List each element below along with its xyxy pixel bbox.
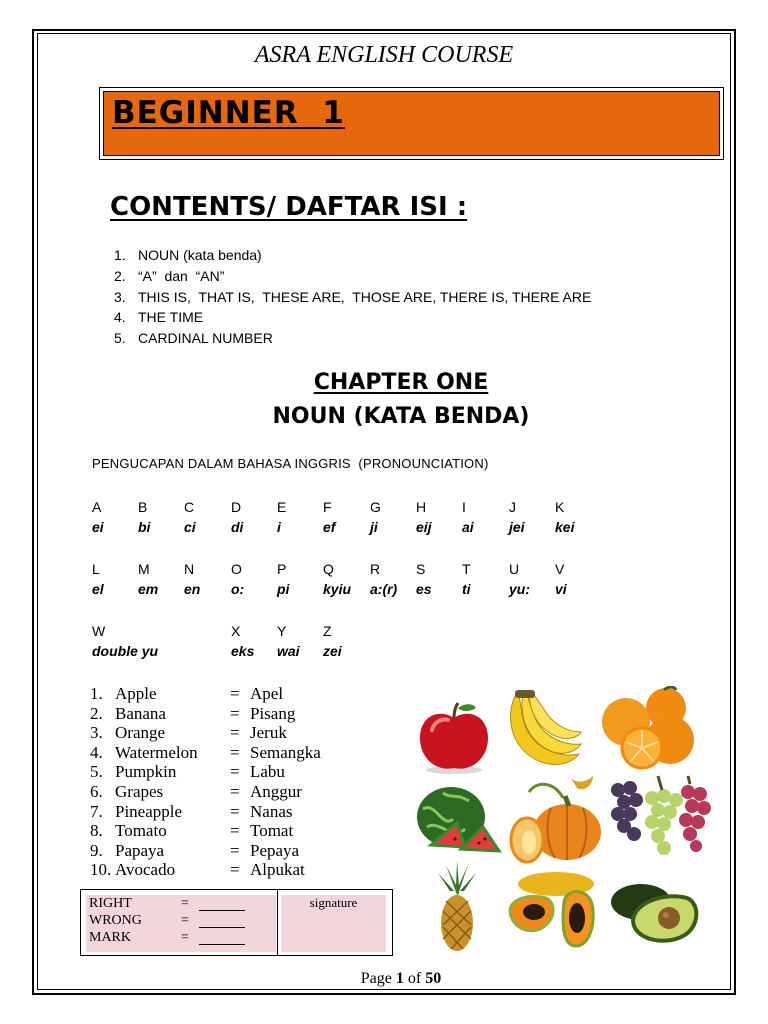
alphabet-letter: W (92, 623, 106, 639)
alphabet-letter: Z (323, 623, 332, 639)
alphabet-cell (231, 559, 244, 599)
vocab-english: Pumpkin (115, 762, 177, 782)
orange-icon (598, 686, 698, 770)
alphabet-cell (416, 559, 432, 599)
vocab-english: Orange (115, 723, 166, 743)
vocab-row (90, 841, 330, 861)
vocab-number: 5. (90, 762, 103, 782)
alphabet-letter: C (184, 499, 195, 515)
toc-text: THIS IS, THAT IS, THESE ARE, THOSE ARE, THERE IS, THERE ARE (138, 288, 592, 305)
alphabet-cell (323, 497, 335, 537)
alphabet-letter: R (370, 561, 381, 577)
vocab-row (90, 782, 330, 802)
alphabet-cell (462, 497, 474, 537)
vocab-equals: = (230, 742, 240, 762)
alphabet-pronunciation: ai (462, 519, 474, 535)
apple-icon (414, 700, 494, 775)
alphabet-letter: T (462, 561, 471, 577)
toc-number: 5. (114, 330, 126, 347)
vocab-equals: = (230, 840, 240, 860)
alphabet-letter: A (92, 499, 102, 515)
vocab-equals: = (230, 703, 240, 723)
vocab-number: 4. (90, 742, 103, 762)
grapes-icon (604, 774, 716, 864)
level-banner (103, 91, 720, 156)
banana-icon (501, 688, 585, 770)
vocab-indonesian: Alpukat (250, 860, 305, 880)
vocab-number: 1. (90, 684, 103, 703)
chapter-label: CHAPTER ONE (313, 370, 489, 395)
level-title: BEGINNER 1 (112, 95, 345, 131)
vocab-equals: = (230, 801, 240, 821)
alphabet-cell (370, 559, 397, 599)
alphabet-pronunciation: a:(r) (370, 581, 398, 597)
vocab-indonesian: Tomat (250, 821, 294, 841)
alphabet-cell (509, 559, 530, 599)
vocab-english: Avocado (115, 860, 176, 880)
vocab-number: 9. (90, 840, 103, 860)
toc-item (114, 307, 591, 328)
vocab-english: Apple (115, 684, 157, 703)
toc-item (114, 245, 591, 266)
alphabet-pronunciation: em (138, 581, 159, 597)
page-current: 1 (395, 970, 404, 987)
alphabet-cell (555, 497, 574, 537)
page-of: of (407, 970, 422, 987)
toc-item (114, 266, 591, 287)
pumpkin-icon (507, 774, 605, 866)
alphabet-pronunciation: eij (416, 519, 432, 535)
toc-number: 2. (114, 267, 126, 284)
toc-number: 3. (114, 288, 126, 305)
toc-text: NOUN (kata benda) (138, 247, 262, 263)
toc-number: 4. (114, 309, 126, 326)
signature-label: signature (309, 895, 358, 910)
alphabet-letter: B (138, 499, 148, 515)
score-mark-row (89, 930, 249, 946)
alphabet-pronunciation: es (416, 581, 432, 597)
score-right-label: RIGHT (89, 896, 132, 911)
score-wrong-label: WRONG (89, 913, 142, 928)
alphabet-cell (509, 497, 525, 537)
alphabet-cell (231, 621, 254, 661)
vocab-indonesian: Anggur (250, 782, 302, 801)
alphabet-pronunciation: ji (370, 519, 378, 535)
score-mark-label: MARK (89, 930, 132, 945)
vocab-indonesian: Pepaya (250, 840, 300, 860)
toc-text: THE TIME (138, 309, 204, 326)
vocab-equals: = (230, 821, 240, 841)
vocab-number: 8. (90, 821, 103, 841)
alphabet-pronunciation: i (277, 519, 281, 535)
score-wrong-row (89, 913, 249, 929)
pronunciation-heading: PENGUCAPAN DALAM BAHASA INGGRIS (PRONOUNCIATION) (92, 456, 489, 471)
alphabet-letter: Q (323, 561, 334, 577)
score-right-blank[interactable] (199, 910, 245, 911)
alphabet-pronunciation: eks (231, 643, 255, 659)
alphabet-letter: K (555, 499, 565, 515)
table-of-contents (114, 245, 591, 349)
alphabet-pronunciation: vi (555, 581, 567, 597)
alphabet-cell (277, 497, 286, 537)
vocab-number: 10. (90, 860, 112, 880)
vocab-row (90, 762, 330, 782)
vocab-english: Grapes (115, 782, 164, 801)
vocab-indonesian: Apel (250, 684, 284, 703)
alphabet-cell (462, 559, 471, 599)
vocab-row (90, 821, 330, 841)
alphabet-pronunciation: ef (323, 519, 336, 535)
pineapple-icon (436, 861, 478, 953)
score-right-row (89, 896, 249, 912)
vocab-row (90, 723, 330, 743)
vocab-row (90, 743, 330, 763)
vocab-equals: = (230, 782, 240, 801)
alphabet-pronunciation: double yu (92, 643, 159, 659)
page-footer (0, 970, 768, 988)
vocab-indonesian: Labu (250, 762, 285, 782)
toc-item (114, 287, 591, 308)
alphabet-pronunciation: kei (555, 519, 575, 535)
alphabet-pronunciation: o: (231, 581, 245, 597)
alphabet-cell (92, 621, 158, 661)
alphabet-pronunciation: jei (509, 519, 525, 535)
vocab-row (90, 684, 330, 704)
vocab-equals: = (230, 762, 240, 782)
alphabet-pronunciation: ci (184, 519, 196, 535)
vocab-english: Tomato (115, 821, 167, 841)
alphabet-cell (184, 559, 200, 599)
alphabet-pronunciation: bi (138, 519, 151, 535)
alphabet-pronunciation: ti (462, 581, 471, 597)
score-equals: = (181, 896, 189, 911)
vocab-english: Papaya (115, 840, 165, 860)
contents-heading: CONTENTS/ DAFTAR ISI : (110, 192, 468, 222)
vocab-row (90, 704, 330, 724)
vocab-english: Watermelon (115, 742, 198, 762)
alphabet-pronunciation: zei (323, 643, 342, 659)
alphabet-pronunciation: el (92, 581, 104, 597)
alphabet-cell (138, 559, 158, 599)
toc-text: CARDINAL NUMBER (138, 330, 273, 347)
alphabet-letter: G (370, 499, 381, 515)
page-total: 50 (425, 970, 442, 987)
vocab-number: 7. (90, 801, 103, 821)
score-mark-blank[interactable] (199, 944, 245, 945)
vocab-english: Pineapple (115, 801, 183, 821)
alphabet-letter: D (231, 499, 242, 515)
vocab-indonesian: Semangka (250, 742, 321, 762)
score-divider (277, 890, 278, 955)
alphabet-pronunciation: di (231, 519, 244, 535)
alphabet-letter: X (231, 623, 241, 639)
alphabet-letter: H (416, 499, 427, 515)
alphabet-pronunciation: wai (277, 643, 300, 659)
score-equals: = (181, 930, 189, 945)
page-label: Page (360, 970, 392, 987)
alphabet-cell (323, 621, 342, 661)
vocab-equals: = (230, 723, 240, 743)
alphabet-pronunciation: ei (92, 519, 104, 535)
alphabet-letter: V (555, 561, 565, 577)
score-equals: = (181, 913, 189, 928)
toc-number: 1. (114, 247, 126, 263)
alphabet-pronunciation: yu: (509, 581, 530, 597)
score-wrong-blank[interactable] (199, 927, 245, 928)
toc-item (114, 328, 591, 349)
vocab-equals: = (230, 860, 240, 880)
vocab-number: 6. (90, 782, 103, 801)
vocab-row (90, 860, 330, 880)
alphabet-letter: E (277, 499, 287, 515)
vocab-number: 3. (90, 723, 103, 743)
alphabet-cell (92, 559, 104, 599)
vocab-equals: = (230, 684, 240, 703)
vocab-number: 2. (90, 703, 103, 723)
vocab-indonesian: Jeruk (250, 723, 287, 743)
alphabet-cell (370, 497, 381, 537)
avocado-icon (609, 880, 701, 946)
alphabet-letter: N (184, 561, 195, 577)
alphabet-cell (92, 497, 104, 537)
toc-text: “A” dan “AN” (138, 267, 225, 284)
chapter-title: NOUN (KATA BENDA) (272, 404, 530, 429)
vocab-row (90, 802, 330, 822)
watermelon-icon (413, 783, 505, 863)
course-title: ASRA ENGLISH COURSE (254, 42, 514, 68)
alphabet-letter: Y (277, 623, 287, 639)
papaya-icon (506, 866, 602, 952)
alphabet-cell (184, 497, 196, 537)
alphabet-letter: S (416, 561, 426, 577)
vocab-indonesian: Nanas (250, 801, 293, 821)
alphabet-cell (555, 559, 567, 599)
score-box (80, 889, 393, 956)
alphabet-letter: M (138, 561, 150, 577)
alphabet-letter: F (323, 499, 332, 515)
alphabet-cell (231, 497, 243, 537)
alphabet-pronunciation: en (184, 581, 201, 597)
alphabet-letter: P (277, 561, 287, 577)
alphabet-letter: J (509, 499, 516, 515)
alphabet-cell (138, 497, 150, 537)
alphabet-pronunciation: pi (277, 581, 290, 597)
alphabet-cell (277, 621, 300, 661)
alphabet-letter: I (462, 499, 466, 515)
alphabet-letter: O (231, 561, 242, 577)
vocab-indonesian: Pisang (250, 703, 296, 723)
alphabet-cell (277, 559, 289, 599)
alphabet-letter: U (509, 561, 520, 577)
alphabet-pronunciation: kyiu (323, 581, 352, 597)
alphabet-letter: L (92, 561, 100, 577)
alphabet-cell (323, 559, 351, 599)
vocab-english: Banana (115, 703, 166, 723)
alphabet-cell (416, 497, 432, 537)
